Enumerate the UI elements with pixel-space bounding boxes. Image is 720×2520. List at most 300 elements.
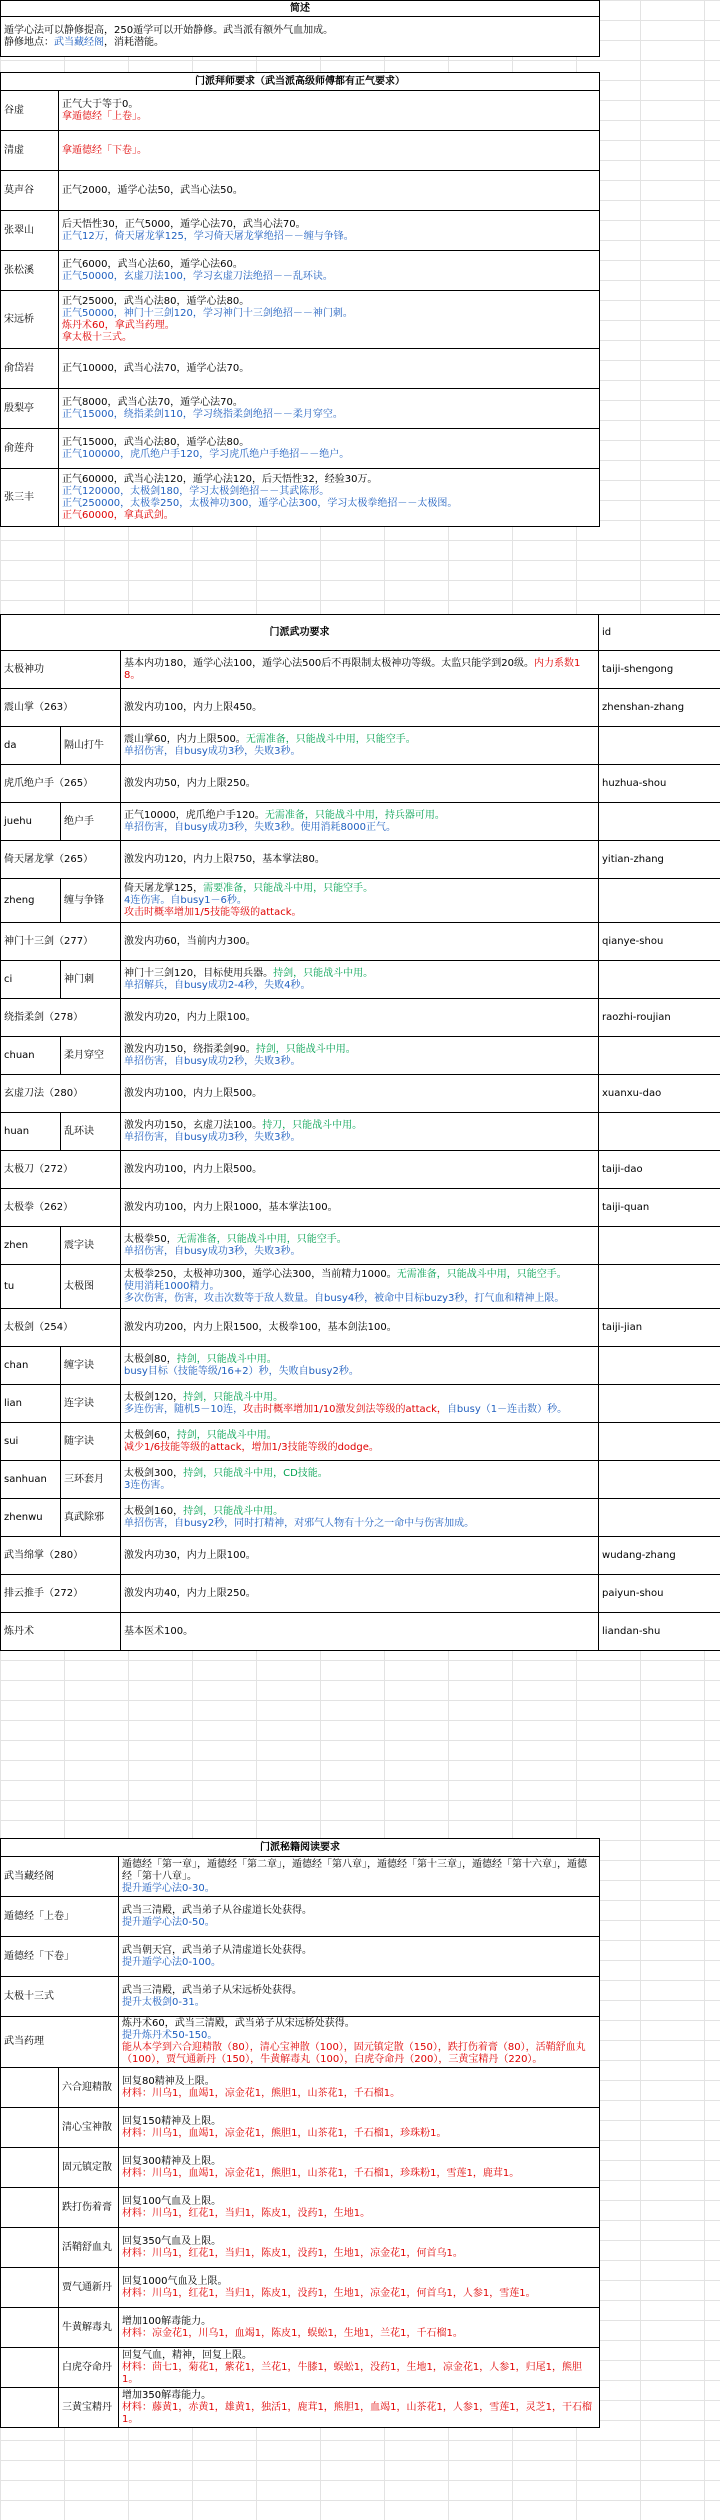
text-line xyxy=(122,2018,596,2030)
master-requirement xyxy=(59,469,600,527)
master-requirement xyxy=(59,251,600,291)
book-requirement xyxy=(119,2388,600,2428)
text-segment: 单招伤害，自busy成功3秒，失败3秒。 xyxy=(124,1131,301,1143)
text-segment: 持剑，只能战斗中用。 xyxy=(255,1043,356,1055)
table-row xyxy=(1,349,600,389)
text-segment: 内力系数18。 xyxy=(124,657,581,681)
master-requirement xyxy=(59,429,600,469)
text-segment: 单招伤害，自busy成功3秒，失败3秒。 xyxy=(124,745,301,757)
table-row xyxy=(1,291,600,349)
text-segment: 正气250000，太极拳250，太极神功300，遁学心法300，学习太极拳绝招－－太极图。 xyxy=(62,497,458,509)
skill-name: 太极刀（272） xyxy=(1,1151,121,1189)
masters-table xyxy=(0,72,600,527)
skill-requirement xyxy=(121,1347,599,1385)
book-name: 遁德经「上卷」 xyxy=(1,1897,119,1937)
skill-name: 玄虚刀法（280） xyxy=(1,1075,121,1113)
text-segment: 遁学心法可以静修提高，250遁学可以开始静修。武当派有额外气血加成。 xyxy=(4,24,334,36)
text-line xyxy=(122,2328,596,2340)
text-line xyxy=(62,99,596,111)
text-segment: 攻击时概率增加1/10激发剑法等级的attack， xyxy=(243,1403,447,1415)
text-line xyxy=(62,363,596,375)
text-line xyxy=(124,746,595,758)
book-requirement xyxy=(119,1897,600,1937)
text-segment: 正气12万，倚天屠龙掌125，学习倚天屠龙掌绝招－－缠与争锋。 xyxy=(62,230,354,242)
text-line xyxy=(122,1985,596,1997)
table-row xyxy=(1,651,720,689)
text-line xyxy=(62,231,596,243)
text-line xyxy=(124,895,595,907)
text-segment: 太极剑80， xyxy=(124,1353,177,1365)
books-table xyxy=(0,1838,600,2428)
table-row xyxy=(1,1937,600,1977)
table-row xyxy=(1,1113,720,1151)
skill-id xyxy=(599,1499,720,1537)
master-requirement xyxy=(59,131,600,171)
table-row xyxy=(1,429,600,469)
indent-cell xyxy=(1,2308,59,2348)
text-segment: 正气50000，神门十三剑120，学习神门十三剑绝招－－神门刺。 xyxy=(62,307,353,319)
master-name: 殷梨亭 xyxy=(1,389,59,429)
text-line xyxy=(122,2076,596,2088)
book-requirement xyxy=(119,2228,600,2268)
text-line xyxy=(124,1234,595,1246)
text-segment: 正气10000，虎爪绝户手120。 xyxy=(124,809,265,821)
skill-requirement xyxy=(121,1461,599,1499)
table-row xyxy=(1,689,720,727)
text-segment: 4连伤害。自busy1－6秒。 xyxy=(124,894,247,906)
text-segment: 材料：川乌1，红花1，当归1，陈皮1，没药1，生地1，凉金花1，何首乌1，人参1，雪莲1。 xyxy=(122,2287,536,2299)
skill-subname: 三环套月 xyxy=(61,1461,121,1499)
skill-name: juehu xyxy=(1,803,61,841)
table-row xyxy=(1,999,720,1037)
books-title: 门派秘籍阅读要求 xyxy=(1,1839,600,1857)
text-line xyxy=(124,1269,595,1281)
indent-cell xyxy=(1,2148,59,2188)
skill-id xyxy=(599,961,720,999)
overview-title: 简述 xyxy=(1,1,600,17)
skill-id: taiji-quan xyxy=(599,1189,720,1227)
skill-name: 倚天屠龙掌（265） xyxy=(1,841,121,879)
indent-cell xyxy=(1,2388,59,2428)
skill-id xyxy=(599,1037,720,1075)
skill-name: zhen xyxy=(1,1227,61,1265)
text-line xyxy=(4,25,596,37)
text-line xyxy=(124,1392,595,1404)
skill-requirement xyxy=(121,689,599,727)
skill-name: lian xyxy=(1,1385,61,1423)
book-name: 清心宝神散 xyxy=(59,2108,119,2148)
text-line xyxy=(124,1468,595,1480)
skill-requirement xyxy=(121,1265,599,1309)
text-line xyxy=(62,219,596,231)
overview-section xyxy=(0,0,600,57)
text-line xyxy=(62,437,596,449)
table-row xyxy=(1,1309,720,1347)
table-row xyxy=(1,211,600,251)
book-requirement xyxy=(119,1977,600,2017)
table-row xyxy=(1,1347,720,1385)
masters-title: 门派拜师要求（武当派高级师傅都有正气要求） xyxy=(1,73,600,91)
text-segment: 攻击时概率增加1/5技能等级的attack。 xyxy=(124,906,302,918)
text-line xyxy=(122,2402,596,2426)
skill-subname: 柔月穿空 xyxy=(61,1037,121,1075)
text-line xyxy=(122,2316,596,2328)
book-name: 三黄宝精丹 xyxy=(59,2388,119,2428)
text-segment: 提升遁学心法0-100。 xyxy=(122,1956,222,1968)
text-segment: 神门十三剑120，目标使用兵器。 xyxy=(124,967,274,979)
skill-id xyxy=(599,803,720,841)
text-line xyxy=(124,854,595,866)
text-segment: 正气60000，拿真武剑。 xyxy=(62,509,174,521)
text-segment: 单招伤害，自busy成功3秒，失败3秒。使用消耗8000正气。 xyxy=(124,821,396,833)
text-line xyxy=(124,658,595,682)
text-segment: 激发内功100，内力上限500。 xyxy=(124,1087,263,1099)
text-segment: 材料：川乌1，血竭1，凉金花1，熊胆1，山茶花1，千石榴1。 xyxy=(122,2087,401,2099)
text-line xyxy=(124,1164,595,1176)
indent-cell xyxy=(1,2068,59,2108)
text-segment: 无需准备，只能战斗中用，只能空手。 xyxy=(245,733,416,745)
table-row xyxy=(1,879,720,923)
masters-section xyxy=(0,72,600,527)
table-row xyxy=(1,2017,600,2068)
indent-cell xyxy=(1,2188,59,2228)
text-segment: 单招伤害，自busy成功3秒，失败3秒。 xyxy=(124,1245,301,1257)
skill-name: 震山掌（263） xyxy=(1,689,121,727)
text-segment: 多次伤害，伤害，攻击次数等于敌人数量。自busy4秒，被命中目标buzy3秒，打气血和精神上限。 xyxy=(124,1292,565,1304)
text-segment: 使用消耗1000精力。 xyxy=(124,1280,220,1292)
text-line xyxy=(62,259,596,271)
skill-subname: 神门刺 xyxy=(61,961,121,999)
book-requirement xyxy=(119,2348,600,2388)
text-segment: 基本医术100。 xyxy=(124,1625,194,1637)
book-requirement xyxy=(119,2108,600,2148)
text-segment: 回复350气血及上限。 xyxy=(122,2235,222,2247)
table-row xyxy=(1,1037,720,1075)
text-segment: 单招伤害，自busy成功2秒，失败3秒。 xyxy=(124,1055,301,1067)
text-segment: 持剑，只能战斗中用。 xyxy=(176,1429,277,1441)
skill-requirement xyxy=(121,1113,599,1151)
text-segment: 自busy（1－连击数）秒。 xyxy=(446,1403,568,1415)
text-line xyxy=(122,2156,596,2168)
text-segment: 无需准备，只能战斗中用，只能空手。 xyxy=(176,1233,347,1245)
table-row xyxy=(1,1385,720,1423)
text-segment: 持剑，只能战斗中用。 xyxy=(183,1391,284,1403)
text-segment: 拿遁德经「上卷」。 xyxy=(62,110,147,122)
text-line xyxy=(62,397,596,409)
text-line xyxy=(62,145,596,157)
text-segment: 拿遁德经「下卷」。 xyxy=(62,144,147,156)
skill-subname: 震字诀 xyxy=(61,1227,121,1265)
text-segment: 正气100000，虎爪绝户手120，学习虎爪绝户手绝招－－绝户。 xyxy=(62,448,350,460)
text-segment: 武当三清殿，武当弟子从谷虚道长处获得。 xyxy=(122,1904,312,1916)
book-requirement xyxy=(119,2308,600,2348)
text-segment: 材料：川乌1，红花1，当归1，陈皮1，没药1，生地1，凉金花1，何首乌1。 xyxy=(122,2247,463,2259)
skill-id: yitian-zhang xyxy=(599,841,720,879)
skill-id xyxy=(599,1265,720,1309)
skill-name: chan xyxy=(1,1347,61,1385)
text-segment: 激发内功40，内力上限250。 xyxy=(124,1587,256,1599)
overview-body xyxy=(1,17,600,57)
text-line xyxy=(124,1281,595,1293)
indent-cell xyxy=(1,2228,59,2268)
text-segment: 太极拳250，太极神功300，遁学心法300，当前精力1000。 xyxy=(124,1268,397,1280)
text-segment: 持剑，只能战斗中用，CD技能。 xyxy=(183,1467,328,1479)
master-requirement xyxy=(59,91,600,131)
skill-name: 太极神功 xyxy=(1,651,121,689)
text-line xyxy=(124,1480,595,1492)
text-segment: 激发内功120，内力上限750，基本掌法80。 xyxy=(124,853,325,865)
text-line xyxy=(124,1442,595,1454)
text-line xyxy=(124,1246,595,1258)
table-row xyxy=(1,171,600,211)
text-segment: 材料：川乌1，红花1，当归1，陈皮1，没药1，生地1。 xyxy=(122,2207,371,2219)
skill-id: paiyun-shou xyxy=(599,1575,720,1613)
skill-name: 太极拳（262） xyxy=(1,1189,121,1227)
text-segment: 正气15000，武当心法80，遁学心法80。 xyxy=(62,436,250,448)
table-row xyxy=(1,727,720,765)
text-segment: 材料：茴七1，菊花1，紫花1，兰花1，牛膝1，蜈蚣1，没药1，生地1，凉金花1，人参1，归尾1，熊胆1。 xyxy=(122,2361,582,2385)
skill-id: xuanxu-dao xyxy=(599,1075,720,1113)
book-requirement xyxy=(119,2148,600,2188)
text-segment: 回复气血，精神，回复上限。 xyxy=(122,2349,252,2361)
skill-subname: 太极图 xyxy=(61,1265,121,1309)
text-line xyxy=(62,185,596,197)
text-segment: 正气8000，武当心法70，遁学心法70。 xyxy=(62,396,243,408)
text-segment: 材料：川乌1，血竭1，凉金花1，熊胆1，山茶花1，千石榴1，珍珠粉1。 xyxy=(122,2127,447,2139)
master-name: 俞岱岩 xyxy=(1,349,59,389)
skill-name: chuan xyxy=(1,1037,61,1075)
table-row xyxy=(1,2108,600,2148)
text-segment: 正气10000，武当心法70，遁学心法70。 xyxy=(62,362,250,374)
text-segment: 提升炼丹术50-150。 xyxy=(122,2030,218,2041)
text-segment: 3连伤害。 xyxy=(124,1479,171,1491)
text-segment: 武当藏经阁 xyxy=(54,36,104,48)
skill-id xyxy=(599,1113,720,1151)
skill-requirement xyxy=(121,1537,599,1575)
book-name: 武当藏经阁 xyxy=(1,1857,119,1897)
book-name: 活鞘舒血丸 xyxy=(59,2228,119,2268)
text-segment: 无需准备，只能战斗中用，持兵器可用。 xyxy=(264,809,445,821)
text-line xyxy=(62,296,596,308)
skill-subname: 真武除邪 xyxy=(61,1499,121,1537)
skill-id: liandan-shu xyxy=(599,1613,720,1651)
text-segment: 回复80精神及上限。 xyxy=(122,2075,215,2087)
book-name: 白虎夺命丹 xyxy=(59,2348,119,2388)
text-segment: 激发内功150，绕指柔剑90。 xyxy=(124,1043,256,1055)
text-line xyxy=(62,308,596,320)
text-line xyxy=(122,1905,596,1917)
text-segment: 太极剑160， xyxy=(124,1505,184,1517)
table-row xyxy=(1,469,600,527)
text-line xyxy=(62,510,596,522)
table-row xyxy=(1,1265,720,1309)
table-row xyxy=(1,2148,600,2188)
skill-requirement xyxy=(121,1075,599,1113)
text-segment: 正气60000，武当心法120，遁学心法120，后天悟性32，经验30万。 xyxy=(62,473,378,485)
skill-id xyxy=(599,1227,720,1265)
master-name: 宋远桥 xyxy=(1,291,59,349)
text-segment: 持刀，只能战斗中用。 xyxy=(262,1119,363,1131)
skill-name: zhenwu xyxy=(1,1499,61,1537)
table-row xyxy=(1,1897,600,1937)
table-row xyxy=(1,91,600,131)
text-segment: 激发内功200，内力上限1500，太极拳100，基本剑法100。 xyxy=(124,1321,397,1333)
skill-id xyxy=(599,1423,720,1461)
table-row xyxy=(1,1977,600,2017)
skill-subname: 随字诀 xyxy=(61,1423,121,1461)
skill-requirement xyxy=(121,1575,599,1613)
skill-name: 虎爪绝户手（265） xyxy=(1,765,121,803)
text-line xyxy=(122,2196,596,2208)
text-line xyxy=(122,2248,596,2260)
text-line xyxy=(122,2288,596,2300)
skill-id xyxy=(599,879,720,923)
text-line xyxy=(62,486,596,498)
books-section xyxy=(0,1838,600,2428)
text-line xyxy=(62,474,596,486)
text-segment: 能从本学到六合迎精散（80），清心宝神散（100），固元镇定散（150），跌打伤着膏（80），活鞘舒血丸（100），贾气通新丹（150），牛黄解毒丸（100），白虎夺命丹（200），三黄宝精丹（220）。 xyxy=(122,2042,586,2065)
skill-name: sanhuan xyxy=(1,1461,61,1499)
text-line xyxy=(124,734,595,746)
text-segment: 持剑，只能战斗中用。 xyxy=(183,1505,284,1517)
text-line xyxy=(124,1088,595,1100)
table-row xyxy=(1,765,720,803)
text-segment: busy目标（技能等级/16+2）秒，失败自busy2秒。 xyxy=(124,1365,359,1377)
text-line xyxy=(124,1202,595,1214)
overview-table xyxy=(0,0,600,57)
text-segment: 遁德经「第一章」，遁德经「第二章」，遁德经「第八章」，遁德经「第十三章」，遁德经「第十六章」，遁德经「第十八章」。 xyxy=(122,1858,587,1882)
text-segment: 回复100气血及上限。 xyxy=(122,2195,222,2207)
text-line xyxy=(122,1957,596,1969)
text-line xyxy=(62,271,596,283)
text-line xyxy=(62,332,596,344)
text-segment: 后天悟性30，正气5000，遁学心法70，武当心法70。 xyxy=(62,218,306,230)
book-name: 武当药理 xyxy=(1,2017,119,2068)
text-segment: ，消耗潜能。 xyxy=(104,36,164,48)
text-segment: 提升遁学心法0-30。 xyxy=(122,1882,215,1894)
text-segment: 正气6000，武当心法60，遁学心法60。 xyxy=(62,258,243,270)
text-line xyxy=(124,1354,595,1366)
skill-requirement xyxy=(121,923,599,961)
text-line xyxy=(124,822,595,834)
text-line xyxy=(124,936,595,948)
text-segment: 回复150精神及上限。 xyxy=(122,2115,222,2127)
text-segment: 正气大于等于0。 xyxy=(62,98,139,110)
text-segment: 倚天屠龙掌125， xyxy=(124,882,204,894)
text-segment: 武当朝天宫，武当弟子从清虚道长处获得。 xyxy=(122,1944,312,1956)
skill-name: 武当绵掌（280） xyxy=(1,1537,121,1575)
book-requirement xyxy=(119,2268,600,2308)
text-line xyxy=(124,1550,595,1562)
book-name: 牛黄解毒丸 xyxy=(59,2308,119,2348)
text-line xyxy=(124,980,595,992)
table-row xyxy=(1,1423,720,1461)
table-row xyxy=(1,2228,600,2268)
skill-subname: 隔山打牛 xyxy=(61,727,121,765)
book-name: 六合迎精散 xyxy=(59,2068,119,2108)
skill-requirement xyxy=(121,1385,599,1423)
text-segment: 拿太极十三式。 xyxy=(62,331,132,343)
text-line xyxy=(122,1917,596,1929)
text-segment: 炼丹术60，武当三清殿，武当弟子从宋远桥处获得。 xyxy=(122,2018,355,2029)
text-segment: 激发内功60，当前内力300。 xyxy=(124,935,256,947)
skill-requirement xyxy=(121,651,599,689)
text-line xyxy=(124,1044,595,1056)
text-line xyxy=(62,409,596,421)
skill-requirement xyxy=(121,1037,599,1075)
text-segment: 正气2000，遁学心法50，武当心法50。 xyxy=(62,184,243,196)
skill-name: sui xyxy=(1,1423,61,1461)
text-line xyxy=(124,810,595,822)
table-row xyxy=(1,1075,720,1113)
skill-subname: 缠字诀 xyxy=(61,1347,121,1385)
text-line xyxy=(124,1293,595,1305)
text-line xyxy=(124,1430,595,1442)
text-segment: 激发内功50，内力上限250。 xyxy=(124,777,256,789)
skill-id: huzhua-shou xyxy=(599,765,720,803)
text-segment: 正气15000，绕指柔剑110，学习绕指柔剑绝招－－柔月穿空。 xyxy=(62,408,343,420)
book-name: 贾气通新丹 xyxy=(59,2268,119,2308)
skill-requirement xyxy=(121,1227,599,1265)
master-requirement xyxy=(59,389,600,429)
master-requirement xyxy=(59,211,600,251)
skill-name: 神门十三剑（277） xyxy=(1,923,121,961)
skill-name: 排云推手（272） xyxy=(1,1575,121,1613)
skill-id: qianye-shou xyxy=(599,923,720,961)
text-line xyxy=(122,2362,596,2386)
text-line xyxy=(122,2128,596,2140)
skill-requirement xyxy=(121,1423,599,1461)
text-segment: 激发内功100，内力上限450。 xyxy=(124,701,263,713)
skill-requirement xyxy=(121,879,599,923)
table-row xyxy=(1,1613,720,1651)
table-row xyxy=(1,1227,720,1265)
skill-requirement xyxy=(121,1189,599,1227)
skill-requirement xyxy=(121,765,599,803)
skill-id: taiji-jian xyxy=(599,1309,720,1347)
text-line xyxy=(122,2350,596,2362)
text-line xyxy=(124,1366,595,1378)
text-segment: 正气25000，武当心法80，遁学心法80。 xyxy=(62,295,250,307)
master-name: 俞莲舟 xyxy=(1,429,59,469)
text-segment: 无需准备，只能战斗中用，只能空手。 xyxy=(396,1268,567,1280)
text-segment: 太极剑60， xyxy=(124,1429,177,1441)
text-segment: 正气120000，太极剑180，学习太极剑绝招－－其武陈形。 xyxy=(62,485,330,497)
master-name: 张松溪 xyxy=(1,251,59,291)
text-segment: 激发内功20，内力上限100。 xyxy=(124,1011,256,1023)
text-line xyxy=(124,1506,595,1518)
skill-requirement xyxy=(121,727,599,765)
book-requirement xyxy=(119,1857,600,1897)
table-row xyxy=(1,1189,720,1227)
text-line xyxy=(122,2208,596,2220)
skill-requirement xyxy=(121,1499,599,1537)
text-line xyxy=(122,2390,596,2402)
skill-requirement xyxy=(121,999,599,1037)
skill-name: 太极剑（254） xyxy=(1,1309,121,1347)
master-requirement xyxy=(59,171,600,211)
text-segment: 静修地点： xyxy=(4,36,54,48)
skill-id xyxy=(599,727,720,765)
text-segment: 需要准备，只能战斗中用，只能空手。 xyxy=(203,882,374,894)
text-line xyxy=(124,1322,595,1334)
text-line xyxy=(124,1120,595,1132)
table-row xyxy=(1,803,720,841)
text-line xyxy=(124,1588,595,1600)
skill-id: raozhi-roujian xyxy=(599,999,720,1037)
text-line xyxy=(62,320,596,332)
table-row xyxy=(1,131,600,171)
